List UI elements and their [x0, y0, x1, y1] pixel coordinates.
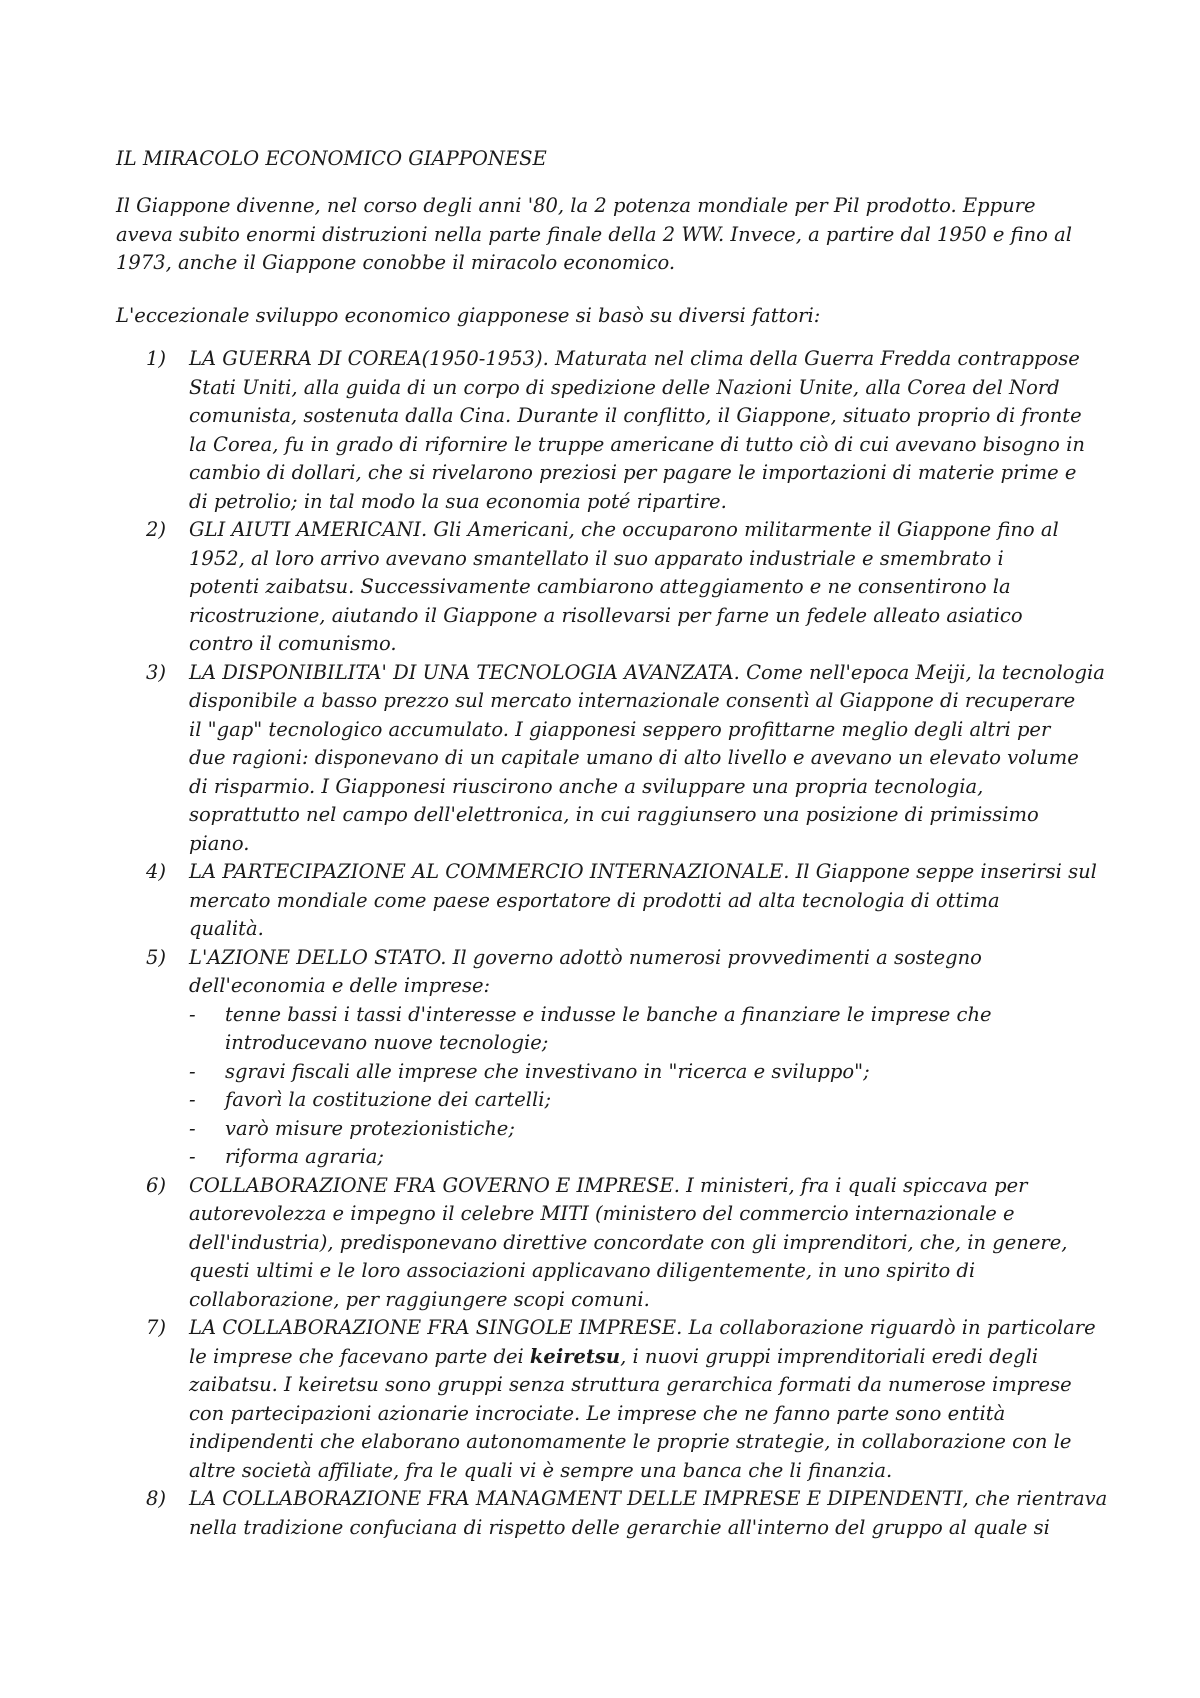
text-line: piano. [189, 831, 250, 855]
dash-bullet: - [189, 1088, 196, 1111]
item-text [189, 858, 1116, 944]
item-text [189, 1172, 1116, 1315]
dash-bullet: - [189, 1002, 196, 1026]
text-fragment: le imprese che facevano parte dei [189, 1344, 530, 1368]
text-line: qualità. [189, 917, 264, 940]
factors-list [146, 345, 1116, 1542]
item-number: 7) [146, 1316, 167, 1339]
list-item [146, 1485, 1116, 1542]
text-line: due ragioni: disponevano di un capitale umano di alto livello e avevano un elevato volume [189, 746, 1079, 769]
dash-bullet: - [189, 1145, 196, 1168]
text-line: tenne bassi i tassi d'interesse e indusse le banche a finanziare le imprese che [225, 1002, 992, 1026]
text-line: con partecipazioni azionarie incrociate. Le imprese che ne fanno parte sono entità [189, 1401, 1006, 1425]
list-item [146, 1172, 1116, 1315]
intro-paragraph [116, 192, 1106, 278]
sub-list-item [189, 1058, 1116, 1087]
sub-list-item [189, 1001, 1116, 1058]
text-line: questi ultimi e le loro associazioni applicavano diligentemente, in uno spirito di [189, 1259, 976, 1282]
list-item [146, 1314, 1116, 1485]
text-line: collaborazione, per raggiungere scopi comuni. [189, 1287, 650, 1311]
text-line: introducevano nuove tecnologie; [225, 1031, 549, 1054]
text-line: GLI AIUTI AMERICANI. Gli Americani, che occuparono militarmente il Giappone fino al [189, 518, 1059, 541]
list-item [146, 858, 1116, 944]
page-title: IL MIRACOLO ECONOMICO GIAPPONESE [116, 147, 547, 170]
intro-line: 1973, anche il Giappone conobbe il miracolo economico. [116, 251, 676, 274]
item-number: 8) [146, 1487, 167, 1510]
text-line: disponibile a basso prezzo sul mercato internazionale consentì al Giappone di recuperare [189, 689, 1076, 712]
text-line: dell'industria), predisponevano direttive concordate con gli imprenditori, che, in genere, [189, 1230, 1068, 1254]
text-line: di risparmio. I Giapponesi riuscirono anche a sviluppare una propria tecnologia, [189, 774, 984, 798]
intro-line: Il Giappone divenne, nel corso degli anni '80, la 2 potenza mondiale per Pil prodotto. Eppure [116, 194, 1036, 217]
list-item [146, 944, 1116, 1172]
item-number: 5) [146, 945, 167, 969]
text-line: indipendenti che elaborano autonomamente le proprie strategie, in collaborazione con le [189, 1430, 1072, 1453]
item-text [189, 1485, 1116, 1542]
text-line: riforma agraria; [225, 1145, 384, 1168]
text-line: cambio di dollari, che si rivelarono preziosi per pagare le importazioni di materie prime e [189, 461, 1077, 484]
item-text [189, 944, 1116, 1172]
text-fragment: , i nuovi gruppi imprenditoriali eredi degli [620, 1344, 1039, 1368]
text-line: la Corea, fu in grado di rifornire le truppe americane di tutto ciò di cui avevano bisogno in [189, 432, 1085, 456]
text-line: di petrolio; in tal modo la sua economia poté ripartire. [189, 489, 727, 513]
text-line: mercato mondiale come paese esportatore di prodotti ad alta tecnologia di ottima [189, 888, 1000, 912]
item-text [189, 659, 1116, 859]
keyword-keiretsu: keiretsu [529, 1344, 621, 1368]
text-line: sgravi fiscali alle imprese che investivano in "ricerca e sviluppo"; [225, 1059, 870, 1083]
text-line: zaibatsu. I keiretsu sono gruppi senza struttura gerarchica formati da numerose imprese [189, 1373, 1072, 1396]
lead-sentence: L'eccezionale sviluppo economico giapponese si basò su diversi fattori: [116, 304, 821, 327]
text-line: LA DISPONIBILITA' DI UNA TECNOLOGIA AVANZATA. Come nell'epoca Meiji, la tecnologia [189, 660, 1105, 684]
item-text [189, 516, 1116, 659]
text-line: L'AZIONE DELLO STATO. Il governo adottò numerosi provvedimenti a sostegno [189, 945, 982, 969]
text-line: Stati Uniti, alla guida di un corpo di spedizione delle Nazioni Unite, alla Corea del Nord [189, 375, 1060, 399]
text-line: nella tradizione confuciana di rispetto delle gerarchie all'interno del gruppo al quale si [189, 1515, 1050, 1539]
text-line: altre società affiliate, fra le quali vi è sempre una banca che li finanzia. [189, 1458, 893, 1482]
text-line: varò misure protezionistiche; [225, 1116, 515, 1140]
sub-list-item [189, 1143, 1116, 1172]
text-line: ricostruzione, aiutando il Giappone a risollevarsi per farne un fedele alleato asiatico [189, 603, 1023, 627]
list-item [146, 659, 1116, 859]
text-line: contro il comunismo. [189, 632, 397, 655]
sub-list-item [189, 1086, 1116, 1115]
item-text [189, 1314, 1116, 1485]
item-number: 2) [146, 518, 167, 541]
text-line: LA GUERRA DI COREA(1950-1953). Maturata nel clima della Guerra Fredda contrappose [189, 347, 1080, 370]
dash-bullet: - [189, 1059, 196, 1083]
sub-list [189, 1001, 1116, 1172]
item-number: 6) [146, 1173, 167, 1197]
list-item [146, 345, 1116, 516]
text-line: potenti zaibatsu. Successivamente cambiarono atteggiamento e ne consentirono la [189, 575, 1011, 598]
text-line: favorì la costituzione dei cartelli; [225, 1088, 552, 1111]
item-number: 1) [146, 347, 167, 370]
item-number: 3) [146, 660, 167, 684]
item-number: 4) [146, 860, 167, 883]
text-line: comunista, sostenuta dalla Cina. Durante il conflitto, il Giappone, situato proprio di fronte [189, 404, 1082, 427]
text-line [189, 1343, 1116, 1372]
text-line: il "gap" tecnologico accumulato. I giapponesi seppero profittarne meglio degli altri per [189, 717, 1051, 741]
text-line: LA COLLABORAZIONE FRA MANAGMENT DELLE IMPRESE E DIPENDENTI, che rientrava [189, 1487, 1108, 1510]
sub-list-item [189, 1115, 1116, 1144]
text-line: 1952, al loro arrivo avevano smantellato il suo apparato industriale e smembrato i [189, 546, 1004, 570]
text-line: dell'economia e delle imprese: [189, 974, 491, 997]
intro-line: aveva subito enormi distruzioni nella parte finale della 2 WW. Invece, a partire dal 1950 e fino al [116, 222, 1072, 246]
text-line: autorevolezza e impegno il celebre MITI (ministero del commercio internazionale e [189, 1202, 1015, 1225]
text-line: soprattutto nel campo dell'elettronica, in cui raggiunsero una posizione di primissimo [189, 803, 1039, 826]
sub-item-text [225, 1001, 992, 1058]
item-text [189, 345, 1116, 516]
text-line: COLLABORAZIONE FRA GOVERNO E IMPRESE. I ministeri, fra i quali spiccava per [189, 1173, 1028, 1197]
text-line: LA COLLABORAZIONE FRA SINGOLE IMPRESE. La collaborazione riguardò in particolare [189, 1316, 1096, 1339]
dash-bullet: - [189, 1116, 196, 1140]
text-line: LA PARTECIPAZIONE AL COMMERCIO INTERNAZIONALE. Il Giappone seppe inserirsi sul [189, 860, 1097, 883]
list-item [146, 516, 1116, 659]
